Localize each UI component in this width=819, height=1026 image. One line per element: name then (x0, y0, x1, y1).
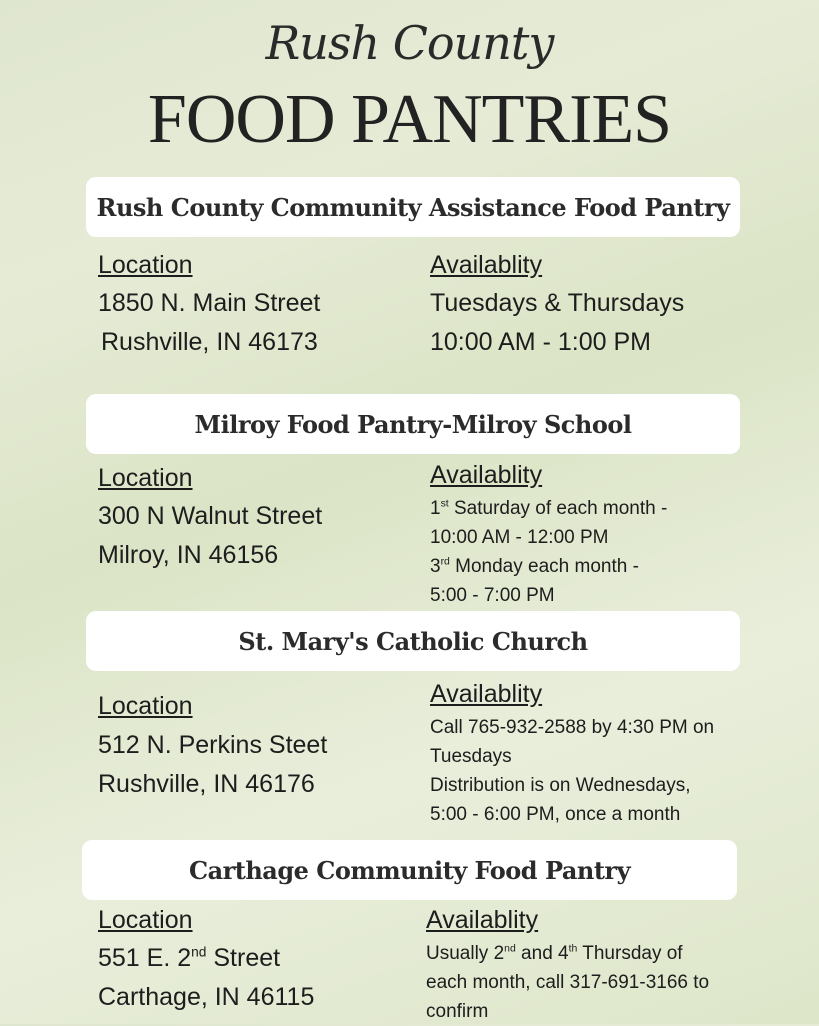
pantry-3-address (98, 726, 327, 804)
pantry-4-availability-line2: each month, call 317-691-3166 to (426, 972, 710, 993)
pantry-4-availability-line1: Usually 2nd and 4th Thursday of (426, 943, 683, 964)
pantry-3-availability-line4: 5:00 - 6:00 PM, once a month (430, 804, 681, 825)
pantry-4-location-label: Location (98, 906, 193, 934)
pantry-4-availability (426, 939, 709, 1026)
pantry-4-address (98, 939, 314, 1017)
pantry-1-address (98, 284, 320, 362)
pantry-3-availability-line2: Tuesdays (430, 746, 512, 767)
page-title: FOOD PANTRIES (147, 81, 672, 158)
pantry-2-name-banner: Milroy Food Pantry-Milroy School (86, 394, 740, 454)
pantry-2-address (98, 497, 322, 575)
pantry-1-availability-label: Availablity (430, 251, 543, 279)
header-subtitle: Rush County (265, 16, 554, 70)
pantry-4-name-banner: Carthage Community Food Pantry (82, 840, 737, 900)
pantry-2-availability-line1: 1st Saturday of each month - (430, 498, 668, 519)
pantry-1-address-line1: 1850 N. Main Street (98, 289, 321, 317)
pantry-1-location-label: Location (98, 251, 193, 279)
pantry-3-address-line1: 512 N. Perkins Steet (98, 731, 328, 759)
pantry-1-availability (430, 284, 684, 362)
pantry-3-address-line2: Rushville, IN 46176 (98, 770, 315, 798)
pantry-3-availability-line1: Call 765-932-2588 by 4:30 PM on (430, 717, 715, 738)
pantry-2-availability-line3: 3rd Monday each month - (430, 556, 639, 577)
pantry-3-availability-label: Availablity (430, 680, 543, 708)
pantry-3-location-label: Location (98, 692, 193, 720)
pantry-4-address-line1: 551 E. 2nd Street (98, 944, 281, 972)
pantry-2-location-label: Location (98, 464, 193, 492)
pantry-1-availability-line2: 10:00 AM - 1:00 PM (430, 328, 651, 356)
pantry-4-availability-line3: confirm (426, 1001, 489, 1022)
pantry-1-address-line2: Rushville, IN 46173 (101, 328, 318, 356)
pantry-2-availability-line4: 5:00 - 7:00 PM (430, 585, 555, 606)
pantry-3-availability (430, 713, 714, 829)
pantry-3-name-banner: St. Mary's Catholic Church (86, 611, 740, 671)
pantry-2-availability (430, 494, 667, 610)
pantry-2-address-line1: 300 N Walnut Street (98, 502, 323, 530)
pantry-3-availability-line3: Distribution is on Wednesdays, (430, 775, 691, 796)
pantry-2-availability-label: Availablity (430, 461, 543, 489)
pantry-1-availability-line1: Tuesdays & Thursdays (430, 289, 685, 317)
pantry-4-address-line2: Carthage, IN 46115 (98, 983, 315, 1011)
pantry-4-availability-label: Availablity (426, 906, 539, 934)
pantry-1-name-banner: Rush County Community Assistance Food Pantry (86, 177, 740, 237)
pantry-2-availability-line2: 10:00 AM - 12:00 PM (430, 527, 609, 548)
pantry-2-address-line2: Milroy, IN 46156 (98, 541, 279, 569)
